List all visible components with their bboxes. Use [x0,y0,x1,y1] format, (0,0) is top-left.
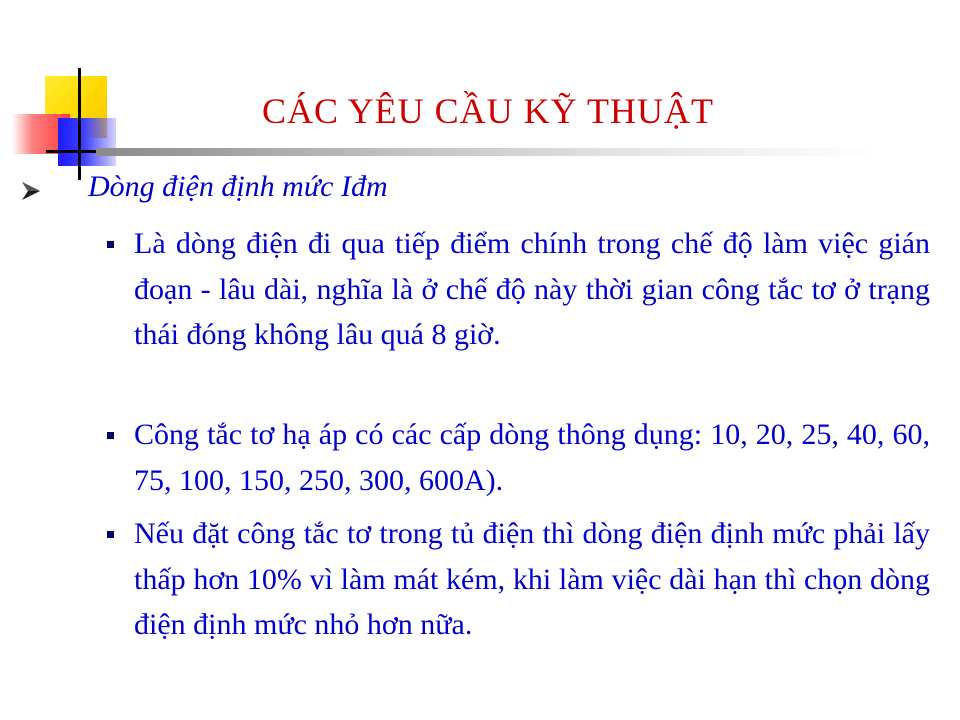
bullet-text-2: Công tắc tơ hạ áp có các cấp dòng thông dụng: 10, 20, 25, 40, 60, 75, 100, 150, 250, 300, 600A). [134,418,930,497]
heading-text: Dòng điện định mức Iđm [88,170,388,203]
arrow-bullet-icon [20,180,42,202]
square-bullet-icon [107,241,114,248]
square-bullet-icon [107,432,114,439]
logo-blue-square [58,118,116,166]
square-bullet-icon [107,531,114,538]
bullet-text-3: Nếu đặt công tắc tơ trong tủ điện thì dòng điện định mức phải lấy thấp hơn 10% vì làm mát kém, khi làm việc dài hạn thì chọn dòng điện định mức nhỏ hơn nữa. [134,517,930,642]
logo-vertical-line [78,68,81,180]
slide-title: CÁC YÊU CẦU KỸ THUẬT [262,91,714,131]
title-underline [96,148,876,156]
bullet-text-1: Là dòng điện đi qua tiếp điểm chính trong chế độ làm việc gián đoạn - lâu dài, nghĩa là ở chế độ này thời gian công tắc tơ ở trạng thái đóng không lâu quá 8 giờ. [134,227,930,352]
